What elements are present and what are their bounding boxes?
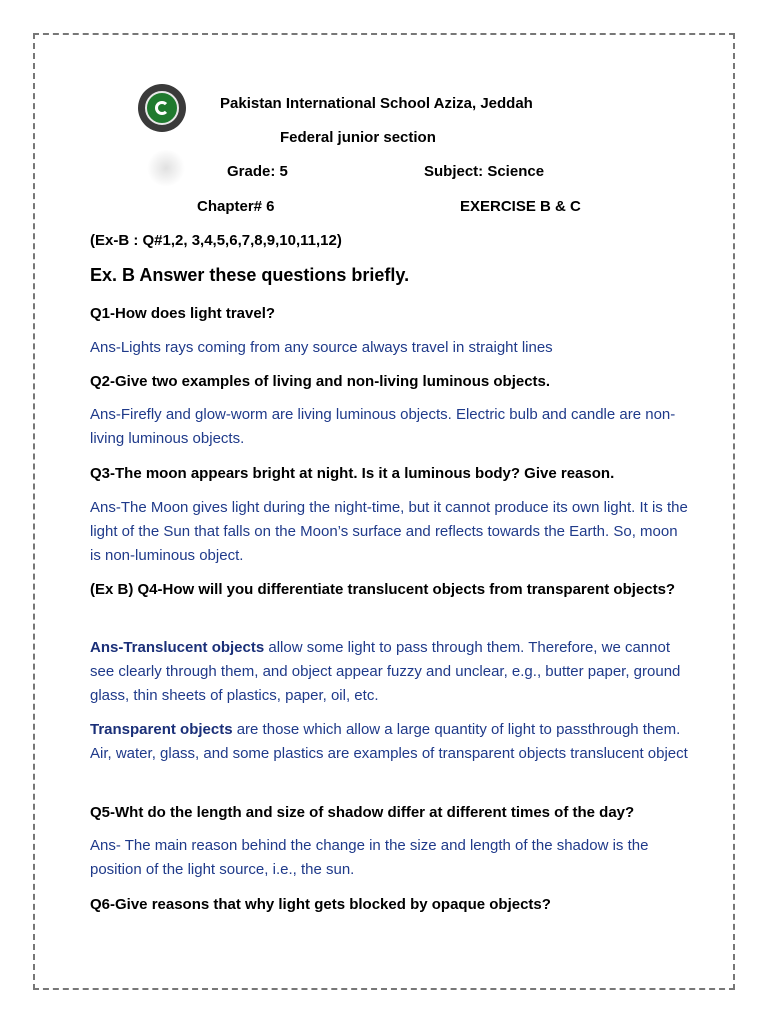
answer-2: Ans-Firefly and glow-worm are living luminous objects. Electric bulb and candle are non- living luminous objects. — [90, 406, 676, 447]
translucent-text: allow some light to pass through them. Therefore, we cannot see clearly through them, and object appear fuzzy and unclear, e.g., butter paper, ground glass, thin sheets of plastics, paper, oil, etc. — [90, 639, 681, 704]
question-5: Q5-Wht do the length and size of shadow differ at different times of the day? — [90, 804, 635, 821]
translucent-term: Ans-Translucent objects — [90, 639, 265, 656]
school-name: Pakistan International School Aziza, Jeddah — [220, 95, 533, 112]
section-name: Federal junior section — [280, 129, 436, 146]
subject-label: Subject: Science — [424, 163, 545, 180]
answer-4-translucent — [90, 636, 690, 708]
school-logo-icon — [138, 84, 186, 132]
question-2: Q2-Give two examples of living and non-living luminous objects. — [90, 373, 551, 390]
logo-shadow — [146, 150, 186, 186]
question-3: Q3-The moon appears bright at night. Is it a luminous body? Give reason. — [90, 465, 615, 482]
chapter-label: Chapter# 6 — [197, 198, 275, 215]
question-scope: (Ex-B : Q#1,2, 3,4,5,6,7,8,9,10,11,12) — [90, 232, 342, 249]
question-1: Q1-How does light travel? — [90, 305, 276, 322]
exercise-label: EXERCISE B & C — [460, 198, 581, 215]
transparent-term: Transparent objects — [90, 721, 233, 738]
answer-5: Ans- The main reason behind the change in the size and length of the shadow is the position of the light source, i.e., the sun. — [90, 837, 649, 878]
exercise-heading: Ex. B Answer these questions briefly. — [90, 265, 410, 285]
answer-1: Ans-Lights rays coming from any source always travel in straight lines — [90, 339, 553, 356]
question-4: (Ex B) Q4-How will you differentiate translucent objects from transparent objects? — [90, 581, 676, 598]
question-6: Q6-Give reasons that why light gets blocked by opaque objects? — [90, 896, 551, 913]
answer-4-transparent — [90, 718, 690, 766]
grade-label: Grade: 5 — [227, 163, 288, 180]
answer-3: Ans-The Moon gives light during the night-time, but it cannot produce its own light. It is the light of the Sun that falls on the Moon’s surface and reflects towards the Earth. So, moon is non-luminous object. — [90, 499, 688, 564]
transparent-text: are those which allow a large quantity of light to passthrough them. Air, water, glass, and some plastics are examples of transparent objects translucent object — [90, 721, 688, 762]
